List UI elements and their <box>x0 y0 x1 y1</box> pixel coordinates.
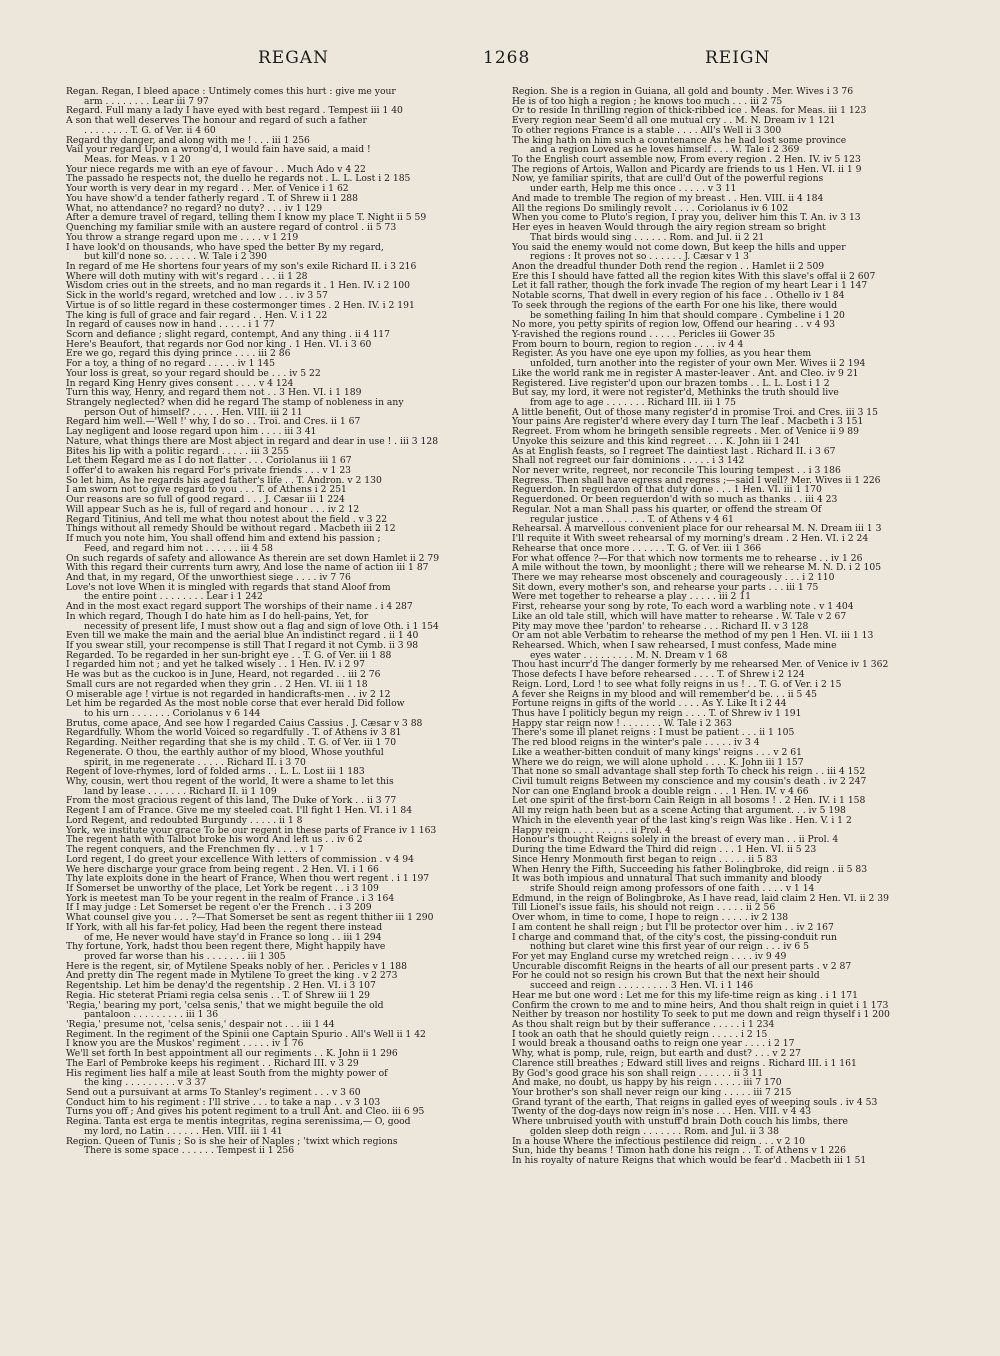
concordance-line: I charge and command that, of the city's cost, the pissing-conduit run <box>512 932 837 943</box>
concordance-line: Regina. Tanta est erga te mentis integritas, regina serenissima,— O, good <box>66 1117 411 1127</box>
concordance-line: And make, no doubt, us happy by his reign . . . . . iii 7 170 <box>512 1078 782 1089</box>
concordance-line: Or am not able Verbatim to rehearse the method of my pen 1 Hen. VI. iii 1 13 <box>512 631 874 641</box>
concordance-line: Regard Titinius, And tell me what thou notest about the field . v 3 22 <box>66 514 388 525</box>
concordance-line: If much you note him, You shall offend him and extend his passion ; <box>66 534 381 544</box>
concordance-line: Over whom, in time to come, I hope to reign . . . . . iv 2 138 <box>512 913 789 923</box>
concordance-line: That birds would sing . . . . . . Rom. and Jul. ii 2 21 <box>530 232 765 243</box>
concordance-line: I'll requite it With sweet rehearsal of my morning's dream . 2 Hen. VI. i 2 24 <box>512 534 869 544</box>
concordance-line: I am sworn not to give regard to you . . . T. of Athens i 2 251 <box>66 485 347 496</box>
concordance-line: Turn this way, Henry, and regard them not . . 3 Hen. VI. i 1 189 <box>66 388 362 398</box>
concordance-line: Confirm the crown to me and to mine heirs, And thou shalt reign in quiet i 1 173 <box>512 1000 889 1011</box>
concordance-line: All the regions Do smilingly revolt . . . . Coriolanus iv 6 102 <box>512 203 789 214</box>
concordance-line: The regions of Artois, Wallon and Picardy are friends to us 1 Hen. VI. ii 1 9 <box>512 164 862 175</box>
concordance-line: Nor never write, regreet, nor reconcile This louring tempest . . i 3 186 <box>512 466 841 476</box>
concordance-line: Turns you off ; And gives his potent regiment to a trull Ant. and Cleo. iii 6 95 <box>66 1107 425 1118</box>
concordance-line: Like a weather-bitten conduit of many kings' reigns . . . v 2 61 <box>512 747 802 758</box>
concordance-line: If York, with all his far-fet policy, Had been the regent there instead <box>66 922 383 933</box>
concordance-line: Thy fortune, York, hadst thou been regent there, Might happily have <box>66 942 386 952</box>
page-number: 1268 <box>483 48 531 68</box>
concordance-line: 'Regia,' bearing my port, 'celsa senis,' that we might beguile the old <box>66 1000 384 1011</box>
concordance-line: the king . . . . . . . . . v 3 37 <box>84 1078 207 1089</box>
concordance-line: Things without all remedy Should be without regard . Macbeth iii 2 12 <box>66 524 396 535</box>
page-header <box>0 48 1000 72</box>
concordance-line: Shall not regreet our fair dominions . . . . . i 3 142 <box>512 456 745 467</box>
concordance-line: If I may judge : Let Somerset be regent o'er the French . . i 3 209 <box>66 903 372 914</box>
concordance-line: Reguerdoned. Or been reguerdon'd with so much as thanks . . iii 4 23 <box>512 495 838 505</box>
concordance-line: Your niece regards me with an eye of favour . . Much Ado v 4 22 <box>66 164 366 175</box>
concordance-line: Sick in the world's regard, wretched and low . . . iv 3 57 <box>66 291 328 301</box>
concordance-line: Feed, and regard him not . . . . . . iii 4 58 <box>84 543 273 554</box>
concordance-line: In his royalty of nature Reigns that which would be fear'd . Macbeth iii 1 51 <box>512 1156 867 1166</box>
concordance-line: There we may rehearse most obscenely and courageously . . . i 2 110 <box>512 572 835 583</box>
concordance-line: Regreet. From whom he bringeth sensible regreets . Mer. of Venice ii 9 89 <box>512 427 859 437</box>
concordance-line: And pretty din The regent made in Mytilene To greet the king . v 2 273 <box>66 971 398 982</box>
concordance-line: to his urn . . . . . . . Coriolanus v 6 144 <box>84 709 261 719</box>
concordance-line: He is of too high a region ; he knows too much . . . iii 2 75 <box>512 96 783 107</box>
concordance-line: under earth, Help me this once . . . . . v 3 11 <box>530 184 737 194</box>
concordance-line: golden sleep doth reign . . . . . . . Rom. and Jul. ii 3 38 <box>530 1126 779 1137</box>
concordance-line: But say, my lord, it were not register'd, Methinks the truth should live <box>512 388 839 398</box>
concordance-line: of me, He never would have stay'd in France so long . . iii 1 294 <box>84 932 382 943</box>
concordance-line: strife Should reign among professors of one faith . . . . v 1 14 <box>530 883 815 894</box>
concordance-line: Virtue is of so little regard in these costermonger times . 2 Hen. IV. i 2 191 <box>66 300 415 311</box>
concordance-line: Anon the dreadful thunder Doth rend the region . . Hamlet ii 2 509 <box>512 261 825 272</box>
concordance-line: nothing but claret wine this first year of our reign . . . iv 6 5 <box>530 942 809 952</box>
concordance-line: Hear me but one word : Let me for this my life-time reign as king . i 1 171 <box>512 990 858 1001</box>
concordance-line: Reguerdon. In reguerdon of that duty done . . . 1 Hen. VI. iii 1 170 <box>512 485 822 496</box>
concordance-line: Region. Queen of Tunis ; So is she heir of Naples ; 'twixt which regions <box>66 1136 398 1147</box>
concordance-line: There is some space . . . . . . Tempest ii 1 256 <box>84 1146 295 1157</box>
concordance-line: Reign. Lord, Lord ! to see what folly reigns in us ! . . T. G. of Ver. i 2 15 <box>512 679 842 690</box>
concordance-line: regular justice . . . . . . . . T. of Athens v 4 61 <box>530 514 734 525</box>
concordance-line: land by lease . . . . . . . Richard II. ii 1 109 <box>84 786 277 797</box>
concordance-line: Why, what is pomp, rule, reign, but earth and dust? . . . v 2 27 <box>512 1049 801 1059</box>
concordance-line: The king hath on him such a countenance As he had lost some province <box>512 135 847 146</box>
concordance-line: Where will doth mutiny with wit's regard . . . ii 1 28 <box>66 271 308 282</box>
concordance-line: We here discharge your grace from being regent . 2 Hen. VI. i 1 66 <box>66 864 379 875</box>
concordance-line: That none so small advantage shall step forth To check his reign . . iii 4 152 <box>512 767 866 778</box>
concordance-line: What, no attendance? no regard? no duty? . . . iv 1 129 <box>66 203 323 214</box>
concordance-line: And made to tremble The region of my breast . . Hen. VIII. ii 4 184 <box>512 193 824 204</box>
concordance-line: I took an oath that he should quietly reign . . . . . i 2 15 <box>512 1029 768 1040</box>
concordance-line: Regular. Not a man Shall pass his quarter, or offend the stream Of <box>512 504 822 515</box>
concordance-line: Happy reign . . . . . . . . . . ii Prol. 4 <box>512 825 671 836</box>
concordance-line: Thou hast incurr'd The danger formerly by me rehearsed Mer. of Venice iv 1 362 <box>512 660 889 671</box>
concordance-line: Your loss is great, so your regard should be . . . iv 5 22 <box>66 368 321 379</box>
concordance-line: Lord regent, I do greet your excellence With letters of commission . v 4 94 <box>66 854 414 865</box>
concordance-line: When you come to Pluto's region, I pray you, deliver him this T. An. iv 3 13 <box>512 213 861 224</box>
concordance-line: Small curs are not regarded when they grin . . 2 Hen. VI. iii 1 18 <box>66 679 368 690</box>
concordance-line: For a toy, a thing of no regard . . . . . iv 1 145 <box>66 359 275 369</box>
concordance-line: By God's good grace his son shall reign . . . . . . ii 3 11 <box>512 1068 764 1079</box>
concordance-line: Nature, what things there are Most abject in regard and dear in use ! . iii 3 128 <box>66 436 439 447</box>
concordance-line: I know you are the Muskos' regiment . . . . . iv 1 76 <box>66 1039 304 1050</box>
concordance-line: Like the world rank me in register A master-leaver . Ant. and Cleo. iv 9 21 <box>512 368 859 379</box>
concordance-line: Let one spirit of the first-born Cain Reign in all bosoms ! . 2 Hen. IV. i 1 158 <box>512 796 866 807</box>
concordance-line: unfolded, turn another into the register of your own Mer. Wives ii 2 194 <box>530 359 866 369</box>
concordance-line: A fever she Reigns in my blood and will remember'd be. . . ii 5 45 <box>512 689 817 700</box>
concordance-line: Rehearse that once more . . . . . . T. G. of Ver. iii 1 366 <box>512 543 762 554</box>
concordance-line: The regent hath with Talbot broke his word And left us . . iv 6 2 <box>66 835 363 846</box>
concordance-line: Brutus, come apace, And see how I regarded Caius Cassius . J. Cæsar v 3 88 <box>66 718 423 729</box>
concordance-line: Edmund, in the reign of Bolingbroke, As I have read, laid claim 2 Hen. VI. ii 2 39 <box>512 893 889 904</box>
concordance-line: Lord Regent, and redoubted Burgundy . . . . . ii 1 8 <box>66 815 303 826</box>
concordance-line: pantaloon . . . . . . . . . iii 1 36 <box>84 1010 219 1020</box>
concordance-line: Lay negligent and loose regard upon him . . . . iii 3 41 <box>66 427 317 437</box>
concordance-line: In regard King Henry gives consent . . . . v 4 124 <box>66 378 294 389</box>
concordance-line: Our reasons are so full of good regard . . . J. Cæsar iii 1 224 <box>66 495 345 505</box>
concordance-line: Regent of love-rhymes, lord of folded arms . . L. L. Lost iii 1 183 <box>66 767 365 778</box>
left-column <box>66 87 502 1349</box>
concordance-line: Those defects I have before rehearsed . . . . T. of Shrew i 2 124 <box>512 670 805 680</box>
concordance-line: Regard thy danger, and along with me ! . . . iii 1 256 <box>66 135 310 146</box>
concordance-line: As thou shalt reign but by their sufferance . . . . . i 1 234 <box>512 1020 775 1030</box>
concordance-line: the entire point . . . . . . . . Lear i 1 242 <box>84 592 263 603</box>
concordance-line: Nor can one England brook a double reign . . . 1 Hen. IV. v 4 66 <box>512 786 809 797</box>
concordance-line: The Earl of Pembroke keeps his regiment . . Richard III. v 3 29 <box>66 1058 359 1069</box>
concordance-line: be something failing In him that should compare . Cymbeline i 1 20 <box>530 310 845 321</box>
concordance-line: person Out of himself? . . . . . Hen. VIII. iii 2 11 <box>84 407 303 418</box>
concordance-line: I am content he shall reign ; but I'll be protector over him . . iv 2 167 <box>512 922 834 933</box>
concordance-line: To the English court assemble now, From every region . 2 Hen. IV. iv 5 123 <box>512 155 861 165</box>
concordance-line: With this regard their currents turn awry, And lose the name of action iii 1 87 <box>66 563 429 573</box>
concordance-line: Since Henry Monmouth first began to reign . . . . . ii 5 83 <box>512 854 778 865</box>
concordance-line: Will appear Such as he is, full of regard and honour . . . iv 2 12 <box>66 504 360 515</box>
concordance-line: You throw a strange regard upon me . . . . v 1 219 <box>66 232 299 243</box>
concordance-line: Honour's thought Reigns solely in the breast of every man . . ii Prol. 4 <box>512 835 839 846</box>
concordance-line: Every region near Seem'd all one mutual cry . . M. N. Dream iv 1 121 <box>512 116 836 126</box>
concordance-line: O miserable age ! virtue is not regarded in handicrafts-men . . iv 2 12 <box>66 689 391 700</box>
concordance-line: Clarence still breathes ; Edward still lives and reigns . Richard III. i 1 161 <box>512 1058 857 1069</box>
concordance-line: Where we do reign, we will alone uphold . . . . K. John iii 1 157 <box>512 757 804 768</box>
concordance-line: Regard. Full many a lady I have eyed with best regard . Tempest iii 1 40 <box>66 106 403 117</box>
concordance-line: There's some ill planet reigns : I must be patient . . . ii 1 105 <box>512 728 795 739</box>
concordance-line: A little benefit, Out of those many register'd in promise Troi. and Cres. iii 3 15 <box>512 407 878 418</box>
concordance-line: Civil tumult reigns Between my conscience and my cousin's death . iv 2 247 <box>512 777 867 787</box>
concordance-line: I would break a thousand oaths to reign one year . . . . i 2 17 <box>512 1039 795 1050</box>
concordance-line: 'Regia,' presume not, 'celsa senis,' despair not . . . iii 1 44 <box>66 1020 335 1030</box>
concordance-line: Regarded. To be regarded in her sun-bright eye . . T. G. of Ver. iii 1 88 <box>66 650 392 661</box>
concordance-line: proved far worse than his . . . . . . . iii 1 305 <box>84 951 286 962</box>
concordance-line: Vail your regard Upon a wrong'd, I would fain have said, a maid ! <box>66 145 371 156</box>
concordance-line: And that, in my regard, Of the unworthiest siege . . . . iv 7 76 <box>66 572 351 583</box>
concordance-line: So let him, As he regards his aged father's life . . T. Andron. v 2 130 <box>66 475 382 486</box>
concordance-line: When Henry the Fifth, Succeeding his father Bolingbroke, did reign . ii 5 83 <box>512 864 868 875</box>
concordance-line: Quenching my familiar smile with an austere regard of control . ii 5 73 <box>66 223 397 233</box>
concordance-line: Conduct him to his regiment : I'll strive . . . to take a nap . . v 3 103 <box>66 1097 381 1108</box>
concordance-line: What counsel give you . . . ?—That Somerset be sent as regent thither iii 1 290 <box>66 913 434 923</box>
concordance-line: from age to age . . . . . . . Richard III. iii 1 75 <box>530 398 736 408</box>
concordance-line: No more, you petty spirits of region low, Offend our hearing . . v 4 93 <box>512 320 836 330</box>
concordance-line: To seek through the regions of the earth For one his like, there would <box>512 300 838 311</box>
concordance-line: Regiment. In the regiment of the Spinii one Captain Spurio . All's Well ii 1 42 <box>66 1029 426 1040</box>
concordance-line: I offer'd to awaken his regard For's private friends . . . v 1 23 <box>66 466 352 476</box>
concordance-line: In regard of me He shortens four years of my son's exile Richard II. i 3 216 <box>66 261 417 272</box>
concordance-line: Rehearsal. A marvellous convenient place for our rehearsal M. N. Dream iii 1 3 <box>512 524 882 535</box>
concordance-line: Ere we go, regard this dying prince . . . . iii 2 86 <box>66 349 291 360</box>
concordance-line: To other regions France is a stable . . . . All's Well ii 3 300 <box>512 125 782 136</box>
concordance-line: arm . . . . . . . . Lear iii 7 97 <box>84 96 209 107</box>
concordance-line: A son that well deserves The honour and regard of such a father <box>66 116 367 126</box>
concordance-line: He was but as the cuckoo is in June, Heard, not regarded . . iii 2 76 <box>66 670 381 680</box>
concordance-line: In regard of causes now in hand . . . . . i 1 77 <box>66 320 275 330</box>
concordance-line: spirit, in me regenerate . . . . . Richard II. i 3 70 <box>84 757 306 768</box>
concordance-line: Thy late exploits done in the heart of France, When thou wert regent . i 1 197 <box>66 874 430 884</box>
concordance-line: Her eyes in heaven Would through the airy region stream so bright <box>512 223 826 233</box>
concordance-line: Regarding. Neither regarding that she is my child . T. G. of Ver. iii 1 70 <box>66 738 397 748</box>
concordance-line: Let it fall rather, though the fork invade The region of my heart Lear i 1 147 <box>512 281 868 292</box>
concordance-line: Regentship. Let him be denay'd the regentship . 2 Hen. VI. i 3 107 <box>66 981 376 991</box>
concordance-line: Unyoke this seizure and this kind regreet . . . K. John iii 1 241 <box>512 436 801 447</box>
concordance-line: Regent I am of France. Give me my steeled coat. I'll fight 1 Hen. VI. i 1 84 <box>66 806 413 816</box>
concordance-line: Bites his lip with a politic regard . . . . . iii 3 255 <box>66 446 289 457</box>
concordance-line: Ere this I should have fatted all the region kites With this slave's offal ii 2 607 <box>512 271 876 282</box>
concordance-line: The regent conquers, and the Frenchmen fly . . . . v 1 7 <box>66 845 324 855</box>
concordance-line: Here's Beaufort, that regards nor God nor king . 1 Hen. VI. i 3 60 <box>66 339 372 350</box>
concordance-line: my lord, no Latin . . . . . . Hen. VIII. iii 1 41 <box>84 1126 283 1137</box>
concordance-line: Neither by treason nor hostility To seek to put me down and reign thyself i 1 200 <box>512 1010 890 1020</box>
concordance-line: For he could not so resign his crown But that the next heir should <box>512 971 820 982</box>
concordance-line: Even till we make the main and the aerial blue An indistinct regard . ii 1 40 <box>66 631 419 641</box>
concordance-line: From bourn to bourn, region to region . . . . iv 4 4 <box>512 339 744 350</box>
concordance-line: Region. She is a region in Guiana, all gold and bounty . Mer. Wives i 3 76 <box>512 87 854 97</box>
concordance-line: Grand tyrant of the earth, That reigns in galled eyes of weeping souls . iv 4 53 <box>512 1097 878 1108</box>
concordance-line: You have show'd a tender fatherly regard . T. of Shrew ii 1 288 <box>66 193 358 204</box>
concordance-line: but kill'd none so. . . . . . W. Tale i 2 390 <box>84 252 267 262</box>
concordance-line: Uncurable discomfit Reigns in the hearts of all our present parts . v 2 87 <box>512 961 852 972</box>
concordance-line: After a demure travel of regard, telling them I know my place T. Night ii 5 59 <box>66 213 427 224</box>
concordance-line: Love's not love When it is mingled with regards that stand Aloof from <box>66 582 391 593</box>
concordance-line: During the time Edward the Third did reign . . . 1 Hen. VI. ii 5 23 <box>512 845 817 855</box>
concordance-line: York is meetest man To be your regent in the realm of France . i 3 164 <box>66 893 395 904</box>
concordance-line: Strangely neglected? when did he regard The stamp of nobleness in any <box>66 398 404 408</box>
concordance-line: Sun, hide thy beams ! Timon hath done his reign . . T. of Athens v 1 226 <box>512 1146 846 1157</box>
concordance-line: It was both impious and unnatural That such immanity and bloody <box>512 874 822 884</box>
concordance-line: As at English feasts, so I regreet The daintiest last . Richard II. i 3 67 <box>512 446 836 457</box>
concordance-line: A mile without the town, by moonlight ; there will we rehearse M. N. D. i 2 105 <box>512 563 882 573</box>
concordance-line: succeed and reign . . . . . . . . . 3 Hen. VI. i 1 146 <box>530 981 754 991</box>
concordance-line: Why, cousin, wert thou regent of the world, It were a shame to let this <box>66 777 394 787</box>
concordance-line: Sit down, every mother's son, and rehearse your parts . . . iii 1 75 <box>512 582 819 593</box>
concordance-line: Now, ye familiar spirits, that are cull'd Out of the powerful regions <box>512 174 824 185</box>
concordance-line: You said the enemy would not come down, But keep the hills and upper <box>512 242 846 253</box>
concordance-line: Pity may move thee 'pardon' to rehearse . . . Richard II. v 3 128 <box>512 621 809 632</box>
concordance-line: Till Lionel's issue fails, his should not reign . . . . . ii 2 56 <box>512 903 776 914</box>
concordance-line: The red blood reigns in the winter's pale . . . . . iv 3 4 <box>512 738 760 748</box>
concordance-line: And in the most exact regard support The worships of their name . i 4 287 <box>66 602 413 612</box>
concordance-line: eyes water . . . . . . . . . M. N. Dream v 1 68 <box>530 650 728 661</box>
concordance-line: Happy star reign now ! . . . . . . . W. Tale i 2 363 <box>512 718 732 729</box>
concordance-line: Scorn and defiance ; slight regard, contempt, And any thing . ii 4 117 <box>66 329 390 340</box>
concordance-line: Were met together to rehearse a play . . . . . iii 2 11 <box>512 592 752 603</box>
concordance-line: Regan. Regan, I bleed apace : Untimely comes this hurt : give me your <box>66 87 396 97</box>
concordance-line: I have look'd on thousands, who have sped the better By my regard, <box>66 242 384 253</box>
concordance-line: Twenty of the dog-days now reign in's nose . . . Hen. VIII. v 4 43 <box>512 1107 812 1118</box>
concordance-line: I regarded him not ; and yet he talked wisely . . 1 Hen. IV. i 2 97 <box>66 660 365 671</box>
concordance-line: For what offence ?—For that which now torments me to rehearse . . iv 1 26 <box>512 553 863 564</box>
concordance-line: Notable scorns, That dwell in every region of his face . . Othello iv 1 84 <box>512 291 845 301</box>
concordance-line: Here is the regent, sir, of Mytilene Speaks nobly of her. . Pericles v 1 188 <box>66 961 407 972</box>
concordance-line: In which regard, Though I do hate him as I do hell-pains, Yet, for <box>66 611 369 622</box>
concordance-line: His regiment lies half a mile at least South from the mighty power of <box>66 1068 388 1079</box>
concordance-line: Like an old tale still, which will have matter to rehearse . W. Tale v 2 67 <box>512 611 847 622</box>
concordance-line: In a house Where the infectious pestilence did reign . . . v 2 10 <box>512 1136 806 1147</box>
concordance-line: Meas. for Meas. v 1 20 <box>84 155 191 165</box>
concordance-line: Your brother's son shall never reign our king . . . . . iii 7 215 <box>512 1088 792 1098</box>
concordance-line: York, we institute your grace To be our regent in these parts of France iv 1 163 <box>66 825 437 836</box>
concordance-line: Let him be regarded As the most noble corse that ever herald Did follow <box>66 699 405 709</box>
concordance-line: Thus have I politicly begun my reign . . . . T. of Shrew iv 1 191 <box>512 709 802 719</box>
concordance-line: regions : It proves not so . . . . . . J. Cæsar v 1 3 <box>530 252 750 262</box>
concordance-line: Register. As you have one eye upon my follies, as you hear them <box>512 349 812 360</box>
concordance-line: and a region Loved as he loves himself . . . W. Tale i 2 369 <box>530 145 800 156</box>
concordance-line: Which in the eleventh year of the last king's reign Was like . Hen. V. i 1 2 <box>512 815 852 826</box>
concordance-line: Fortune reigns in gifts of the world . . . . As Y. Like It i 2 44 <box>512 699 787 709</box>
concordance-line: Y-ravished the regions round . . . . . Pericles iii Gower 35 <box>512 329 776 340</box>
concordance-line: Regardfully. Whom the world Voiced so regardfully . T. of Athens iv 3 81 <box>66 728 402 739</box>
header-left-word: REGAN <box>258 48 329 68</box>
right-column <box>512 87 948 1349</box>
concordance-line: First, rehearse your song by rote, To each word a warbling note . v 1 404 <box>512 602 854 612</box>
header-right-word: REIGN <box>705 48 771 68</box>
concordance-line: From the most gracious regent of this land, The Duke of York . . ii 3 77 <box>66 796 397 807</box>
concordance-line: Let them Regard me as I do not flatter . . . Coriolanus iii 1 67 <box>66 456 352 467</box>
concordance-line: Rehearsed. Which, when I saw rehearsed, I must confess, Made mine <box>512 640 837 651</box>
concordance-line: Regard him well.—'Well !' why, I do so . . Troi. and Cres. ii 1 67 <box>66 417 361 428</box>
concordance-line: Wisdom cries out in the streets, and no man regards it . 1 Hen. IV. i 2 100 <box>66 281 410 292</box>
concordance-line: All my reign hath been but as a scene Acting that argument. . . iv 5 198 <box>512 806 846 816</box>
concordance-line: Regress. Then shall have egress and regress ;—said I well? Mer. Wives ii 1 226 <box>512 475 881 486</box>
concordance-line: Or to reside In thrilling region of thick-ribbed ice . Meas. for Meas. iii 1 123 <box>512 106 867 117</box>
concordance-line: If you swear still, your recompense is still That I regard it not Cymb. ii 3 98 <box>66 640 419 651</box>
concordance-line: Regia. Hic steterat Priami regia celsa senis . . T. of Shrew iii 1 29 <box>66 990 371 1001</box>
concordance-line: The king is full of grace and fair regard . . Hen. V. i 1 22 <box>66 310 328 321</box>
concordance-line: For yet may England curse my wretched reign . . . . iv 9 49 <box>512 951 787 962</box>
concordance-line: On such regards of safety and allowance As therein are set down Hamlet ii 2 79 <box>66 553 440 564</box>
concordance-line: We'll set forth In best appointment all our regiments . . K. John ii 1 296 <box>66 1049 398 1059</box>
concordance-line: The passado he respects not, the duello he regards not . L. L. Lost i 2 185 <box>66 174 411 185</box>
concordance-line: Your pains Are register'd where every day I turn The leaf . Macbeth i 3 151 <box>512 417 864 428</box>
concordance-line: Send out a pursuivant at arms To Stanley's regiment . . . v 3 60 <box>66 1088 361 1098</box>
concordance-line: necessity of present life, I must show out a flag and sign of love Oth. i 1 154 <box>84 621 439 632</box>
concordance-line: If Somerset be unworthy of the place, Let York be regent . . i 3 109 <box>66 883 379 894</box>
concordance-line: Your worth is very dear in my regard . . Mer. of Venice i 1 62 <box>66 184 349 194</box>
concordance-line: Where unbruised youth with unstuff'd brain Doth couch his limbs, there <box>512 1117 848 1127</box>
concordance-line: . . . . . . . . T. G. of Ver. ii 4 60 <box>84 125 216 136</box>
concordance-line: Regenerate. O thou, the earthly author of my blood, Whose youthful <box>66 747 384 758</box>
concordance-line: Registered. Live register'd upon our brazen tombs . . L. L. Lost i 1 2 <box>512 378 830 389</box>
